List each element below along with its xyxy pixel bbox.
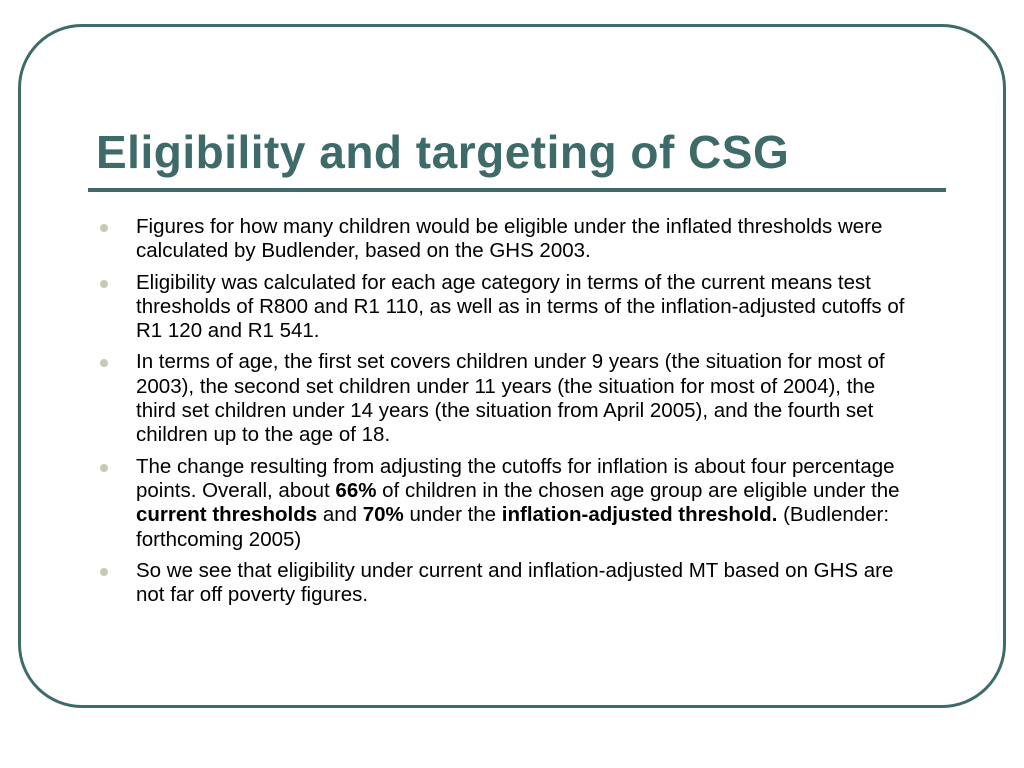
bullet-text: So we see that eligibility under current and inflation-adjusted MT based on GHS are not far off poverty figures. [136, 558, 894, 607]
title-underline-rule [88, 188, 946, 192]
bullet-text: of children in the chosen age group are eligible under the [376, 478, 900, 502]
bullet-item [100, 215, 920, 264]
bullet-item [100, 455, 920, 552]
slide-title: Eligibility and targeting of CSG [96, 126, 790, 178]
bullet-text: In terms of age, the first set covers children under 9 years (the situation for most of 2003), the second set children under 11 years (the situation for most of 2004), the third set children under 14 years (the situation from April 2005), and the fourth set children up to the age of 18. [136, 350, 885, 447]
bullet-dot-icon [100, 280, 108, 288]
bullet-item [100, 271, 920, 344]
bullet-dot-icon [100, 568, 108, 576]
bullet-text: (Budlender: forthcoming 2005) [136, 503, 890, 551]
bullet-emphasis-text: 66% [335, 478, 377, 502]
bullet-text: Figures for how many children would be eligible under the inflated thresholds were calculated by Budlender, based on the GHS 2003. [136, 215, 883, 263]
bullet-emphasis-text: current thresholds [136, 503, 318, 527]
bullet-list [100, 215, 920, 614]
bullet-item [100, 559, 920, 608]
bullet-text: Eligibility was calculated for each age category in terms of the current means test thresholds of R800 and R1 110, as well as in terms of the inflation-adjusted cutoffs of R1 120 and R1 541. [136, 270, 905, 343]
bullet-dot-icon [100, 224, 108, 232]
bullet-dot-icon [100, 359, 108, 367]
bullet-text: The change resulting from adjusting the cutoffs for inflation is about four percentage points. Overall, about [136, 454, 895, 502]
bullet-text: and [317, 503, 363, 527]
bullet-emphasis-text: 70% [362, 503, 404, 527]
bullet-emphasis-text: inflation-adjusted threshold. [501, 503, 778, 527]
bullet-dot-icon [100, 464, 108, 472]
bullet-item [100, 350, 920, 447]
bullet-text: under the [403, 503, 502, 527]
